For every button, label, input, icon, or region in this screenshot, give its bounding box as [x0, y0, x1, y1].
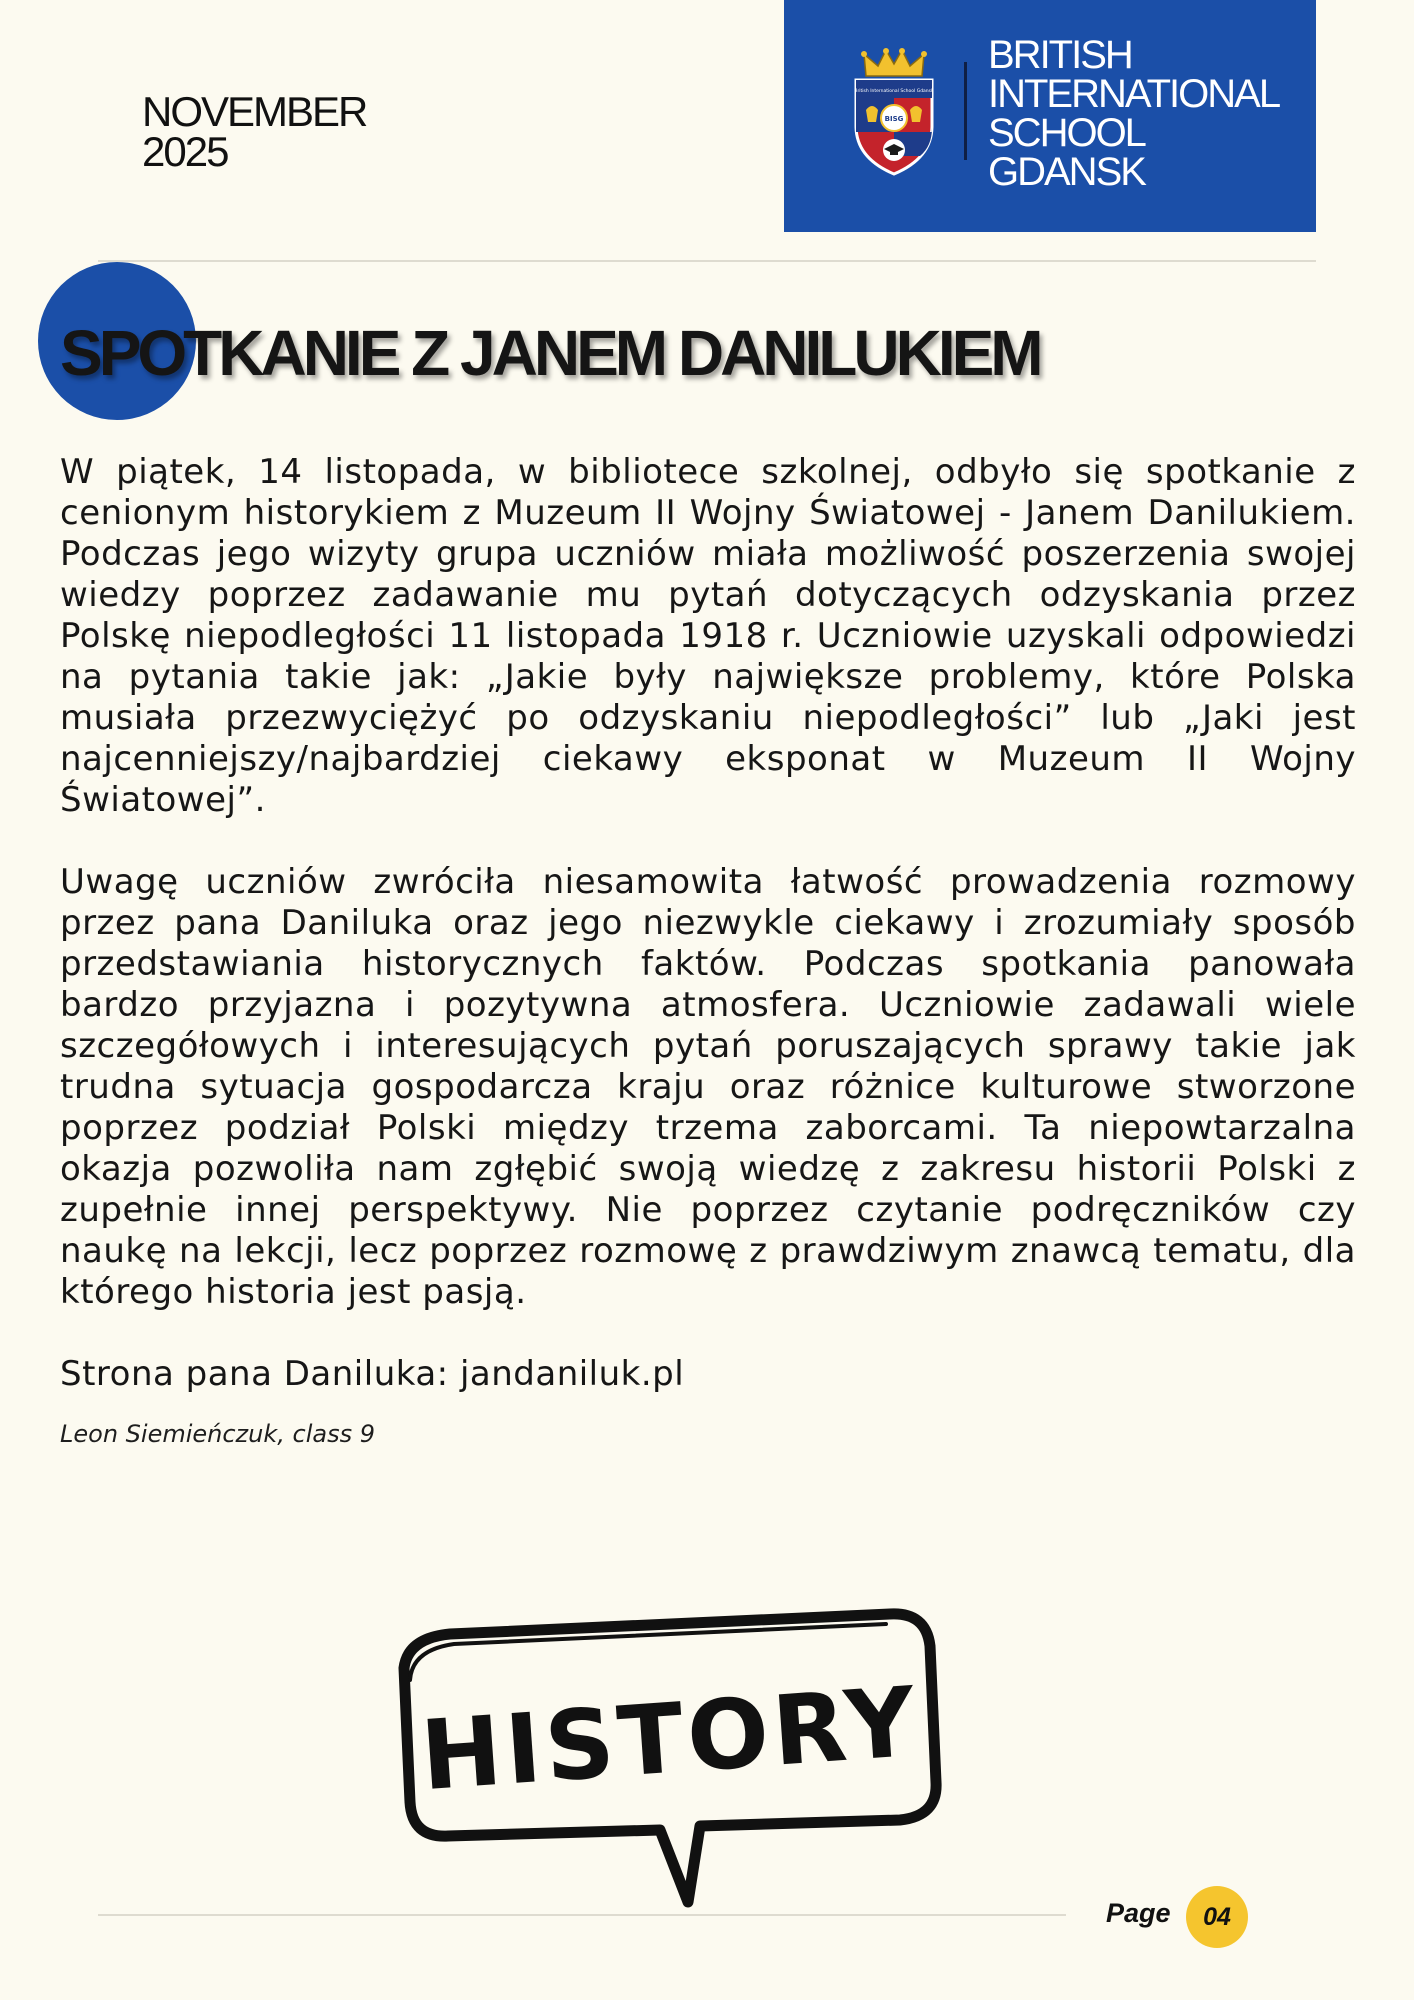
issue-year: 2025 — [142, 128, 228, 175]
school-name-line-3: SCHOOL — [988, 111, 1145, 155]
school-crest-icon — [850, 46, 938, 178]
crest-banner-text: British International School Gdansk — [854, 89, 934, 94]
website-line: Strona pana Daniluka: jandaniluk.pl — [60, 1354, 685, 1394]
article-body — [60, 452, 1356, 1417]
school-name-line-1: BRITISH — [988, 33, 1132, 77]
issue-date — [142, 88, 367, 175]
school-name-line-4: GDANSK — [988, 150, 1145, 194]
article-title: SPOTKANIE Z JANEM DANILUKIEM — [60, 317, 1040, 389]
page-label: Page — [1106, 1898, 1171, 1928]
article-author: Leon Siemieńczuk, class 9 — [60, 1420, 375, 1448]
article-paragraph-2: Uwagę uczniów zwróciła niesamowita łatwość prowadzenia rozmowy przez pana Daniluka oraz jego niezwykle ciekawy i zrozumiały sposób przedstawiania historycznych faktów. Podczas spotkania panowała bardzo przyjazna i pozytywna atmosfera. Uczniowie zadawali wiele szczegółowych i interesujących pytań poruszających sprawy takie jak trudna sytuacja gospodarcza kraju oraz różnice kulturowe stworzone poprzez podział Polski między trzema zaborcami. Ta niepowtarzalna okazja pozwoliła nam zgłębić swoją wiedzę z zakresu historii Polski z zupełnie innej perspektywy. Nie poprzez czytanie podręczników czy naukę na lekcji, lecz poprzez rozmowę z prawdziwym znawcą tematu, dla którego historia jest pasją. — [60, 862, 1356, 1312]
speech-bubble-icon — [370, 1590, 950, 1920]
crest-monogram: BISG — [884, 115, 904, 123]
school-name-line-2: INTERNATIONAL — [988, 72, 1280, 116]
footer-divider — [98, 1914, 1066, 1916]
header-divider — [98, 260, 1316, 262]
article-paragraph-1: W piątek, 14 listopada, w bibliotece szkolnej, odbyło się spotkanie z cenionym historykiem z Muzeum II Wojny Światowej - Janem Danilukiem. Podczas jego wizyty grupa uczniów miała możliwość poszerzenia swojej wiedzy poprzez zadawanie mu pytań dotyczących odzyskania przez Polskę niepodległości 11 listopada 1918 r. Uczniowie uzyskali odpowiedzi na pytania takie jak: „Jakie były największe problemy, które Polska musiała przezwyciężyć po odzyskaniu niepodległości” lub „Jaki jest najcenniejszy/najbardziej ciekawy eksponat w Muzeum II Wojny Światowej”. — [60, 452, 1356, 820]
school-logo-banner — [784, 0, 1316, 232]
history-bubble-text: HISTORY — [417, 1665, 923, 1813]
school-name — [988, 33, 1280, 194]
issue-month: NOVEMBER — [142, 88, 367, 135]
logo-divider — [964, 62, 967, 160]
page-number-badge: 04 — [1186, 1886, 1248, 1948]
